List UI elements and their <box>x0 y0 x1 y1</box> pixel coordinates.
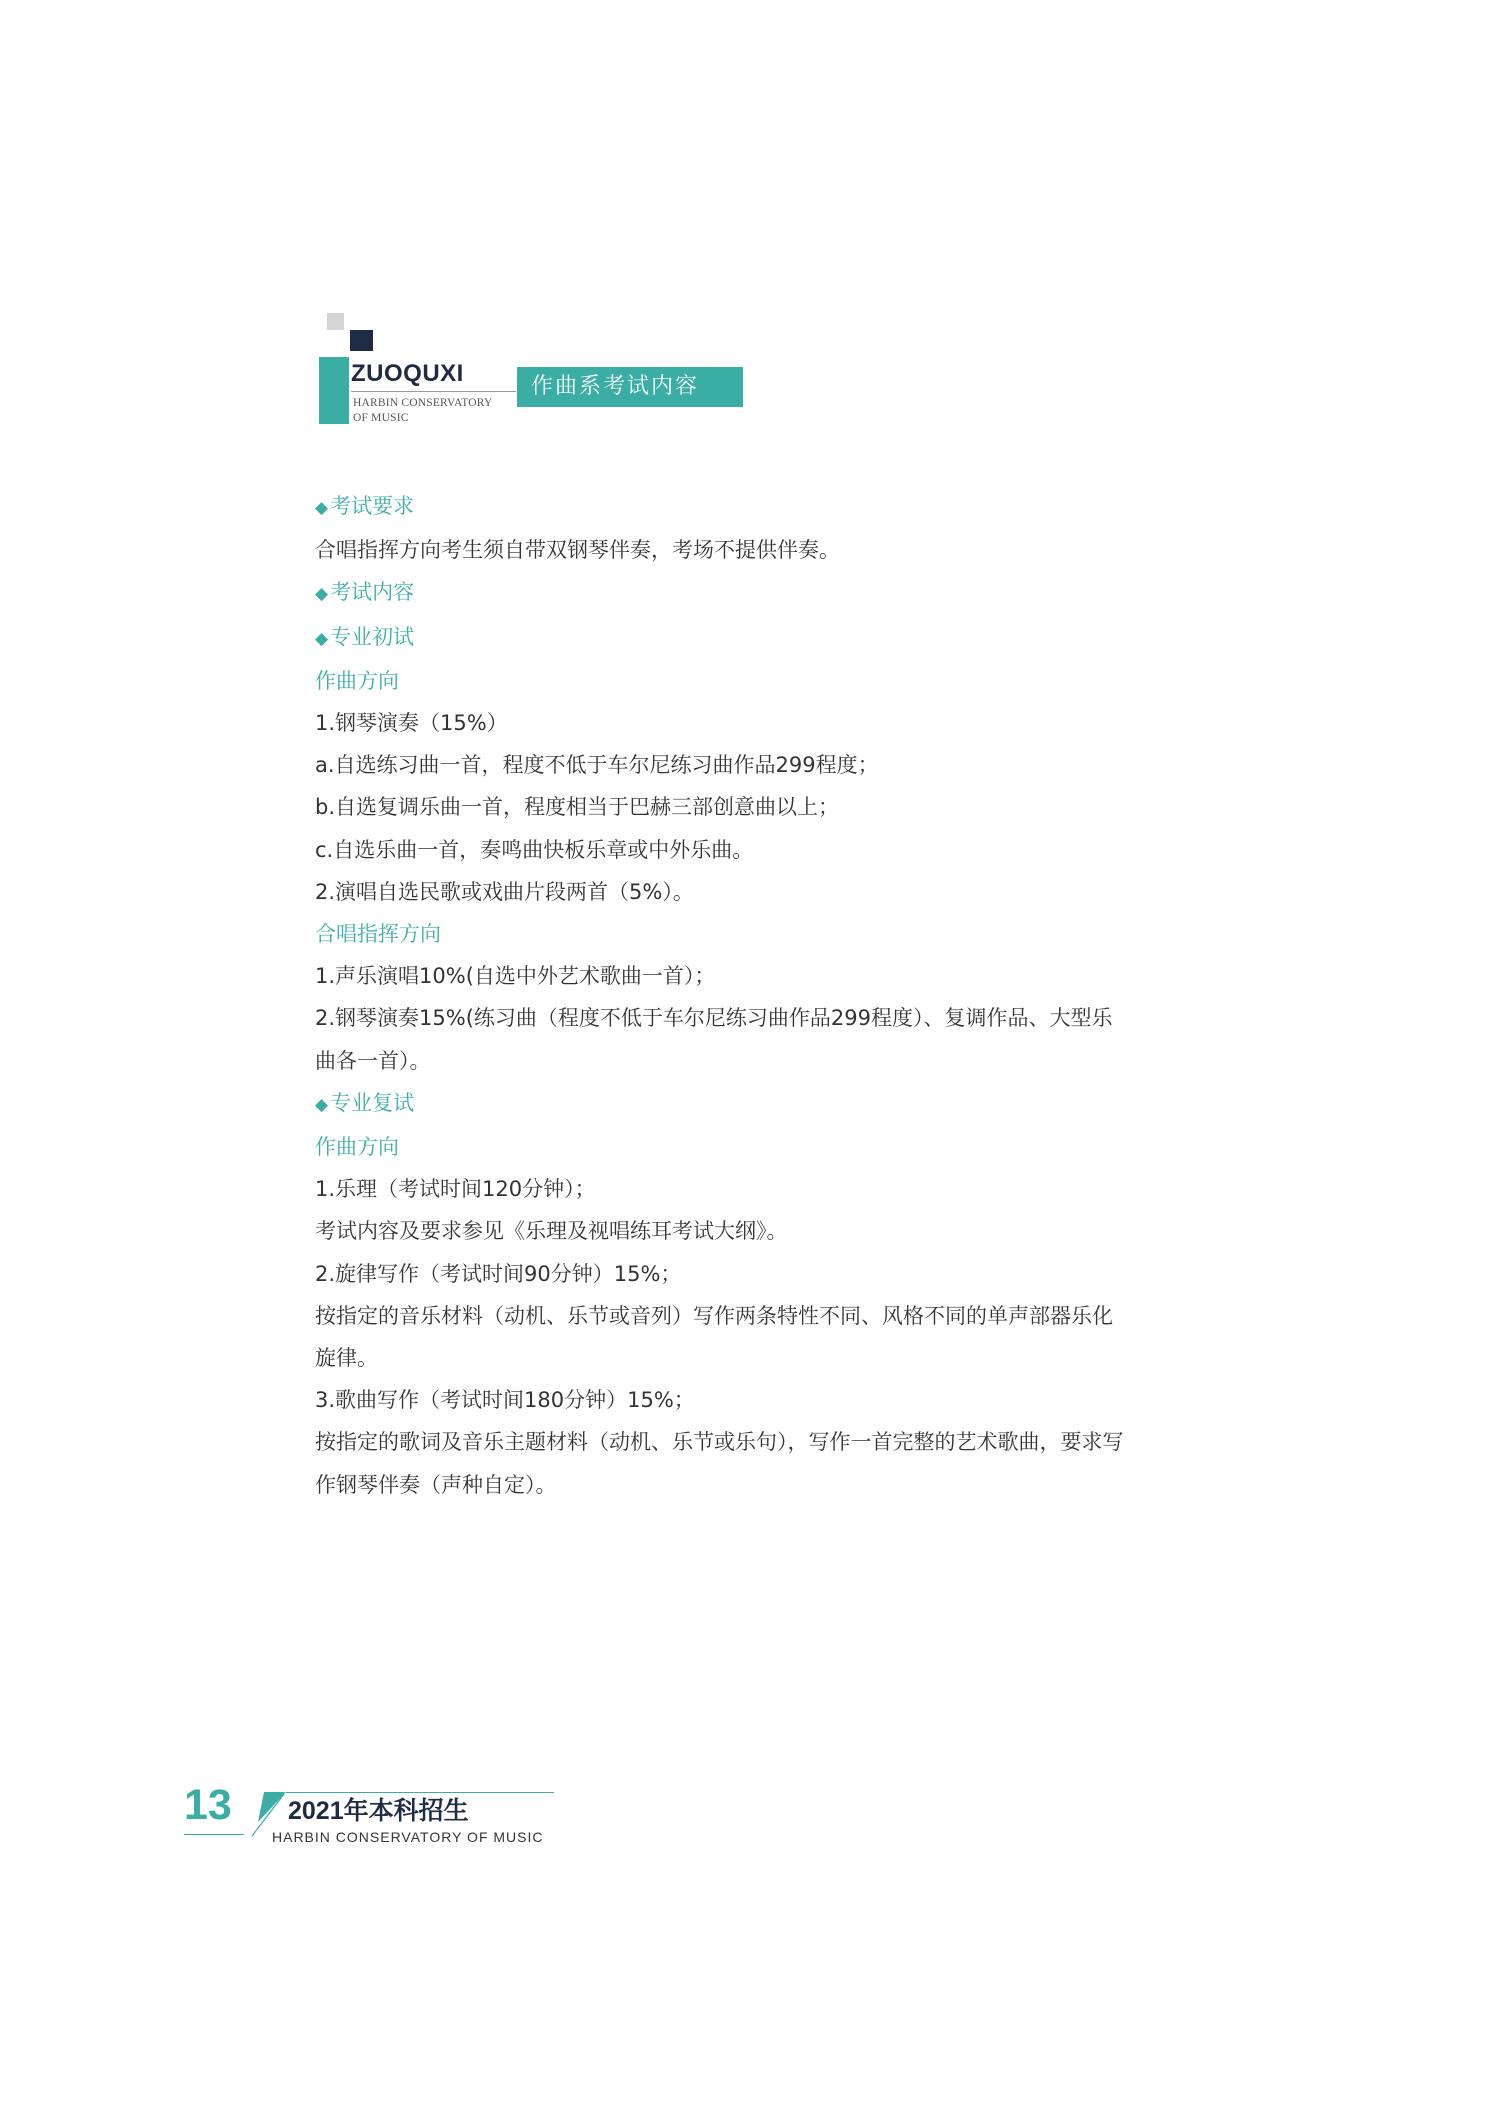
body-text-line <box>315 1253 1205 1295</box>
diamond-bullet-icon: ◆ <box>315 584 329 605</box>
body-text-line <box>315 1040 1205 1082</box>
line-text: 合唱指挥方向考生须自带双钢琴伴奏，考场不提供伴奏。 <box>315 538 840 563</box>
line-text: 考试内容 <box>330 580 415 605</box>
section-heading <box>315 485 1205 529</box>
direction-subheading <box>315 1126 1205 1168</box>
brand-divider <box>351 391 516 392</box>
body-text-line <box>315 786 1205 828</box>
line-text: 曲各一首）。 <box>315 1048 431 1073</box>
diamond-bullet-icon: ◆ <box>315 1094 329 1115</box>
line-text: 合唱指挥方向 <box>315 922 441 947</box>
line-text: 1.声乐演唱10%(自选中外艺术歌曲一首）； <box>315 964 716 989</box>
line-text: 作曲方向 <box>315 668 399 693</box>
line-text: 按指定的音乐材料（动机、乐节或音列）写作两条特性不同、风格不同的单声部器乐化 <box>315 1303 1113 1328</box>
brand-subtitle-line-1: HARBIN CONSERVATORY <box>353 397 493 409</box>
diamond-bullet-icon: ◆ <box>315 498 329 518</box>
page-number: 13 <box>184 1781 232 1829</box>
direction-subheading <box>315 913 1205 955</box>
footer-divider-top <box>286 1792 554 1793</box>
line-text: 2.旋律写作（考试时间90分钟）15%； <box>315 1261 682 1286</box>
decor-teal-bar <box>319 357 349 424</box>
line-text: 考试要求 <box>330 494 415 518</box>
section-title: 作曲系考试内容 <box>517 367 743 407</box>
section-heading <box>315 571 1205 615</box>
footer-title: 2021年本科招生 <box>288 1797 469 1825</box>
section-heading <box>315 616 1205 660</box>
footer-divider-left <box>184 1834 244 1835</box>
line-text: b.自选复调乐曲一首，程度相当于巴赫三部创意曲以上； <box>315 795 840 820</box>
line-text: 作曲方向 <box>315 1135 399 1160</box>
line-text: 专业初试 <box>330 624 415 649</box>
body-text-line <box>315 955 1205 997</box>
body-text-line <box>315 1295 1205 1337</box>
body-text-line <box>315 829 1205 871</box>
direction-subheading <box>315 660 1205 702</box>
line-text: a.自选练习曲一首，程度不低于车尔尼练习曲作品299程度； <box>315 753 879 778</box>
body-text-line <box>315 1379 1205 1421</box>
body-text-line <box>315 529 1205 571</box>
line-text: 1.乐理（考试时间120分钟）； <box>315 1177 596 1202</box>
exam-content <box>315 485 1205 1506</box>
footer-subtitle: HARBIN CONSERVATORY OF MUSIC <box>272 1829 544 1845</box>
line-text: 专业复试 <box>330 1090 415 1115</box>
line-text: 按指定的歌词及音乐主题材料（动机、乐节或乐句），写作一首完整的艺术歌曲，要求写 <box>315 1430 1124 1455</box>
body-text-line <box>315 1210 1205 1252</box>
body-text-line <box>315 1337 1205 1379</box>
decor-navy-square <box>350 330 373 351</box>
line-text: 3.歌曲写作（考试时间180分钟）15%； <box>315 1388 695 1413</box>
line-text: c.自选乐曲一首，奏鸣曲快板乐章或中外乐曲。 <box>315 837 754 862</box>
decor-gray-square <box>327 313 344 330</box>
brand-subtitle <box>353 396 493 426</box>
section-heading <box>315 1082 1205 1126</box>
body-text-line <box>315 871 1205 913</box>
diamond-bullet-icon: ◆ <box>315 628 329 649</box>
body-text-line <box>315 1168 1205 1210</box>
line-text: 1.钢琴演奏（15%） <box>315 711 508 736</box>
body-text-line <box>315 702 1205 744</box>
line-text: 作钢琴伴奏（声种自定）。 <box>315 1472 557 1497</box>
line-text: 旋律。 <box>315 1346 378 1371</box>
brand-name: ZUOQUXI <box>351 360 464 387</box>
line-text: 2.演唱自选民歌或戏曲片段两首（5%）。 <box>315 879 694 904</box>
body-text-line <box>315 1421 1205 1463</box>
line-text: 考试内容及要求参见《乐理及视唱练耳考试大纲》。 <box>315 1219 788 1244</box>
brand-subtitle-line-2: OF MUSIC <box>353 412 409 424</box>
body-text-line <box>315 997 1205 1039</box>
body-text-line <box>315 1464 1205 1506</box>
body-text-line <box>315 744 1205 786</box>
line-text: 2.钢琴演奏15%(练习曲（程度不低于车尔尼练习曲作品299程度）、复调作品、大型乐 <box>315 1006 1113 1031</box>
